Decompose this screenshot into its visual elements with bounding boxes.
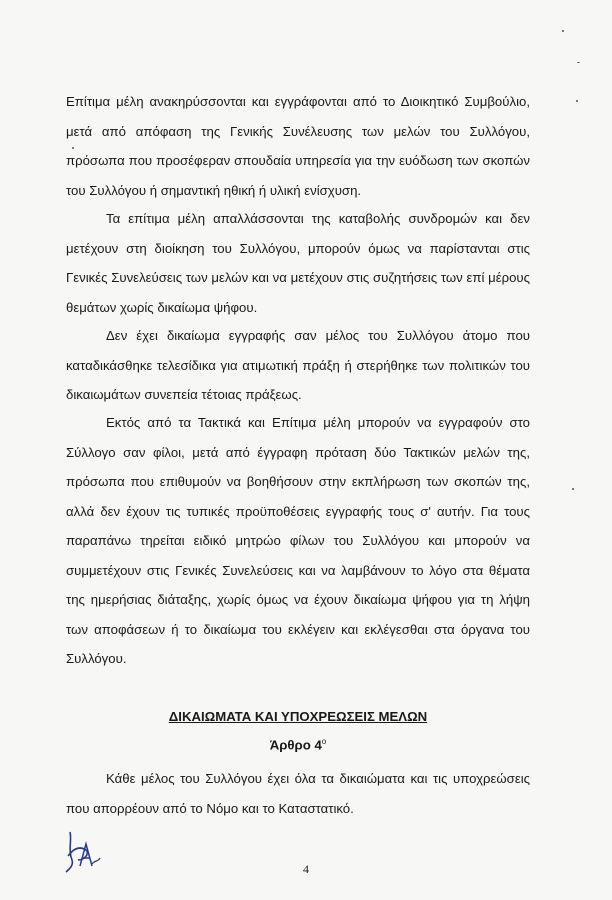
paragraph-registration-exclusion (66, 321, 530, 410)
scan-speck (562, 30, 564, 32)
section-title: ΔΙΚΑΙΩΜΑΤΑ ΚΑΙ ΥΠΟΧΡΕΩΣΕΙΣ ΜΕΛΩΝ (168, 709, 428, 724)
page-number: 4 (303, 862, 309, 876)
paragraph-member-rights (66, 764, 530, 823)
paragraph-friends-of-association (66, 408, 530, 674)
paragraph-text: Κάθε μέλος του Συλλόγου έχει όλα τα δικαιώματα και τις υποχρεώσεις που απορρέουν από το Νόμο και το Καταστατικό. (66, 771, 530, 816)
paragraph-honorary-exemptions (66, 204, 530, 322)
article-title-text: Άρθρο 4 (269, 737, 322, 753)
scan-speck (72, 147, 74, 149)
scan-speck (572, 488, 574, 490)
scan-speck (577, 62, 580, 63)
article-title-superscript: ο (321, 737, 327, 746)
paragraph-text: Τα επίτιμα μέλη απαλλάσσονται της καταβολής συνδρομών και δεν μετέχουν στη διοίκηση του Συλλόγου, μπορούν όμως να παρίστανται στις Γενικές Συνελεύσεις των μελών και να μετέχουν στις συζητήσεις των επί μέρους θεμάτων χωρίς δικαίωμα ψήφου. (66, 211, 530, 315)
paragraph-text: Δεν έχει δικαίωμα εγγραφής σαν μέλος του Συλλόγου άτομο που καταδικάσθηκε τελεσίδικα για ατιμωτική πράξη ή στερήθηκε των πολιτικών του δικαιωμάτων συνεπεία τέτοιας πράξεως. (66, 328, 530, 402)
scan-speck (576, 100, 578, 102)
paragraph-honorary-members (66, 87, 530, 205)
article-title (66, 737, 530, 752)
paragraph-text: Εκτός από τα Τακτικά και Επίτιμα μέλη μπορούν να εγγραφούν στο Σύλλογο σαν φίλοι, μετά από έγγραφη πρόταση δύο Τακτικών μελών της, πρόσωπα που επιθυμούν να βοηθήσουν στην εκπλήρωση των σκοπών της, αλλά δεν έχουν τις τυπικές προϋποθέσεις εγγραφής τους σ' αυτήν. Για τους παραπάνω τηρείται ειδικό μητρώο φίλων του Συλλόγου και μπορούν να συμμετέχουν στις Γενικές Συνελεύσεις και να λαμβάνουν το λόγο στα θέματα της ημερήσιας διάταξης, χωρίς όμως να έχουν δικαίωμα ψήφου για τη λήψη των αποφάσεων ή το δικαίωμα του εκλέγειν και εκλέγεσθαι στα όργανα του Συλλόγου. (66, 415, 530, 666)
paragraph-text: Επίτιμα μέλη ανακηρύσσονται και εγγράφονται από το Διοικητικό Συμβούλιο, μετά από απόφαση της Γενικής Συνέλευσης των μελών του Συλλόγου, πρόσωπα που προσέφεραν σπουδαία υπηρεσία για την ευόδωση των σκοπών του Συλλόγου ή σημαντική ηθική ή υλική ενίσχυση. (66, 94, 530, 198)
